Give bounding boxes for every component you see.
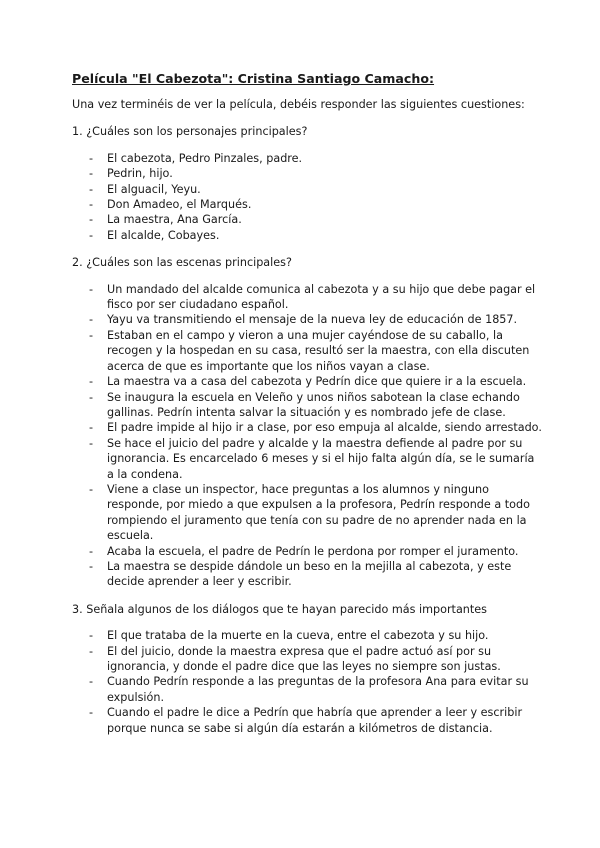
list-item (72, 197, 542, 212)
list-item-text: El cabezota, Pedro Pinzales, padre. (107, 151, 303, 165)
list-item (72, 328, 542, 374)
list-item (72, 674, 542, 705)
bullet-dash: - (89, 282, 94, 296)
bullet-dash: - (89, 313, 94, 327)
list-item-text: La maestra, Ana García. (107, 213, 242, 227)
bullet-dash: - (89, 375, 94, 389)
list-item (72, 420, 542, 435)
list-item-text: El que trataba de la muerte en la cueva, entre el cabezota y su hijo. (107, 629, 489, 643)
intro-text: Una vez terminéis de ver la película, debéis responder las siguientes cuestiones: (72, 98, 525, 111)
list-item-text: Cuando Pedrín responde a las preguntas de la profesora Ana para evitar su expulsión. (107, 675, 529, 704)
list-item-text: Un mandado del alcalde comunica al cabezota y a su hijo que debe pagar el fisco por ser ciudadano español. (107, 282, 536, 312)
list-item (72, 628, 542, 643)
list-item-text: El del juicio, donde la maestra expresa que el padre actuó así por su ignorancia, y donde el padre dice que las leyes no siempre son justas. (107, 644, 501, 673)
list-item-text: Viene a clase un inspector, hace preguntas a los alumnos y ninguno responde, por miedo a que expulsen a la profesora, Pedrín responde a todo rompiendo el juramento que tenía con su padre de no aprender nada en la escuela. (107, 482, 530, 543)
question-3: 3. Señala algunos de los diálogos que te hayan parecido más importantes (72, 602, 487, 616)
bullet-dash: - (89, 706, 94, 720)
bullet-dash: - (89, 151, 94, 165)
bullet-dash: - (89, 182, 94, 196)
answer-list-1 (72, 151, 542, 243)
list-item (72, 482, 542, 544)
bullet-dash: - (89, 167, 94, 181)
list-item (72, 228, 542, 243)
list-item (72, 166, 542, 181)
bullet-dash: - (89, 198, 94, 212)
bullet-dash: - (89, 544, 94, 558)
list-item-text: Cuando el padre le dice a Pedrín que habría que aprender a leer y escribir porque nunca se sabe si algún día estarán a kilómetros de distancia. (107, 706, 523, 735)
list-item-text: Se hace el juicio del padre y alcalde y la maestra defiende al padre por su ignorancia. Es encarcelado 6 meses y si el hijo falta algún día, se le sumaría a la condena. (107, 436, 535, 481)
list-item (72, 544, 542, 559)
bullet-dash: - (89, 644, 94, 658)
answer-list-2 (72, 282, 542, 590)
list-item-text: El alcalde, Cobayes. (107, 228, 220, 242)
question-2: 2. ¿Cuáles son las escenas principales? (72, 256, 292, 270)
list-item (72, 705, 542, 736)
list-item (72, 559, 542, 590)
list-item-text: El alguacil, Yeyu. (107, 182, 201, 196)
bullet-dash: - (89, 436, 94, 450)
list-item-text: Acaba la escuela, el padre de Pedrín le perdona por romper el juramento. (107, 544, 519, 558)
bullet-dash: - (89, 559, 94, 573)
list-item (72, 151, 542, 166)
list-item-text: Estaban en el campo y vieron a una mujer cayéndose de su caballo, la recogen y la hospedan en su casa, resultó ser la maestra, con ella discuten acerca de que es importante que los niños vayan a clase. (107, 328, 530, 373)
list-item (72, 390, 542, 421)
list-item-text: La maestra va a casa del cabezota y Pedrín dice que quiere ir a la escuela. (107, 375, 527, 389)
list-item (72, 644, 542, 675)
document-page (72, 70, 542, 748)
bullet-dash: - (89, 390, 94, 404)
list-item (72, 182, 542, 197)
question-1: 1. ¿Cuáles son los personajes principales? (72, 125, 308, 139)
bullet-dash: - (89, 213, 94, 227)
list-item-text: El padre impide al hijo ir a clase, por eso empuja al alcalde, siendo arrestado. (107, 421, 542, 435)
list-item-text: Se inaugura la escuela en Veleño y unos niños sabotean la clase echando gallinas. Pedrín intenta salvar la situación y es nombrado jefe de clase. (107, 390, 520, 419)
bullet-dash: - (89, 629, 94, 643)
list-item-text: La maestra se despide dándole un beso en la mejilla al cabezota, y este decide aprender a leer y escribir. (107, 559, 512, 589)
list-item (72, 374, 542, 389)
answer-list-3 (72, 628, 542, 736)
document-title: Película "El Cabezota": Cristina Santiago Camacho: (72, 71, 435, 86)
list-item (72, 312, 542, 327)
list-item-text: Yayu va transmitiendo el mensaje de la nueva ley de educación de 1857. (107, 313, 518, 327)
list-item (72, 436, 542, 482)
bullet-dash: - (89, 228, 94, 242)
list-item-text: Don Amadeo, el Marqués. (107, 198, 252, 212)
list-item-text: Pedrin, hijo. (107, 167, 173, 181)
list-item (72, 282, 542, 313)
list-item (72, 212, 542, 227)
bullet-dash: - (89, 675, 94, 689)
bullet-dash: - (89, 421, 94, 435)
bullet-dash: - (89, 482, 94, 496)
bullet-dash: - (89, 328, 94, 342)
